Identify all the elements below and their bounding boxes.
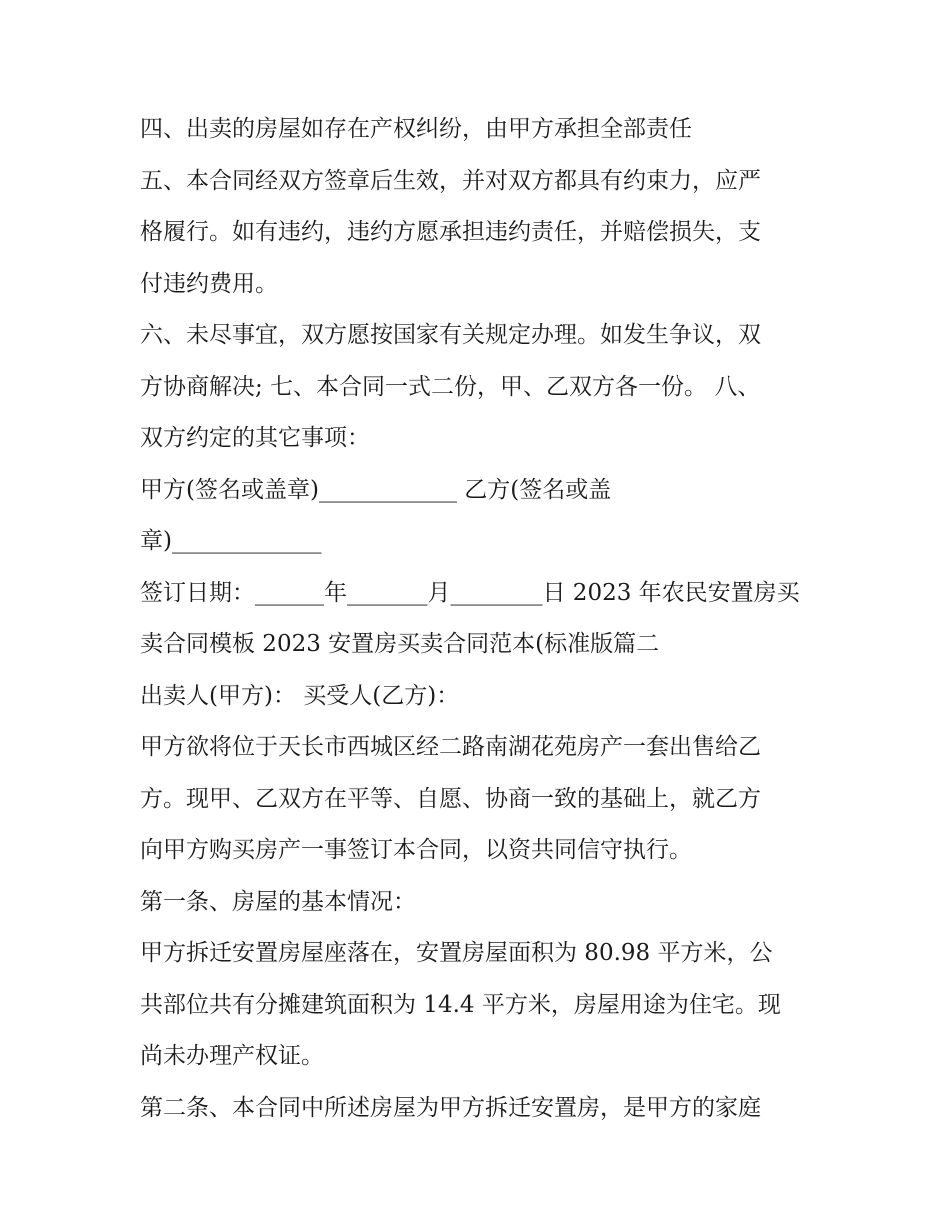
text-line: 格履行。如有违约，违约方愿承担违约责任，并赔偿损失，支	[140, 219, 761, 245]
text-line: 双方约定的其它事项：	[140, 425, 370, 451]
signature-line: 甲方(签名或盖章)____________ 乙方(签名或盖	[140, 476, 612, 503]
text-line: 第二条、本合同中所述房屋为甲方拆迁安置房，是甲方的家庭	[140, 1094, 761, 1121]
text-line: 四、出卖的房屋如存在产权纠纷，由甲方承担全部责任	[140, 116, 692, 142]
date-line: 签订日期：______年_______月________日 2023 年农民安置房买	[140, 579, 800, 606]
article-heading: 第一条、房屋的基本情况：	[140, 888, 416, 915]
text-line: 六、未尽事宜，双方愿按国家有关规定办理。如发生争议，双	[140, 322, 761, 348]
text-line: 付违约费用。	[140, 270, 278, 297]
text-line: 方协商解决; 七、本合同一式二份，甲、乙双方各一份。 八、	[140, 373, 761, 400]
text-line: 甲方拆迁安置房屋座落在，安置房屋面积为 80.98 平方米，公	[140, 940, 773, 966]
document-body	[140, 104, 816, 1134]
section-title-line: 卖合同模板 2023 安置房买卖合同范本(标准版篇二	[140, 631, 660, 657]
text-line: 尚未办理产权证。	[140, 1043, 324, 1069]
text-line: 五、本合同经双方签章后生效，并对双方都具有约束力，应严	[140, 167, 761, 194]
signature-line: 章)_____________	[140, 528, 322, 554]
text-line: 共部位共有分摊建筑面积为 14.4 平方米，房屋用途为住宅。现	[140, 991, 781, 1018]
text-line: 甲方欲将位于天长市西城区经二路南湖花苑房产一套出售给乙	[140, 734, 761, 760]
parties-line: 出卖人(甲方)： 买受人(乙方)：	[140, 682, 460, 709]
text-line: 方。现甲、乙双方在平等、自愿、协商一致的基础上，就乙方	[140, 785, 761, 812]
text-line: 向甲方购买房产一事签订本合同，以资共同信守执行。	[140, 837, 692, 863]
